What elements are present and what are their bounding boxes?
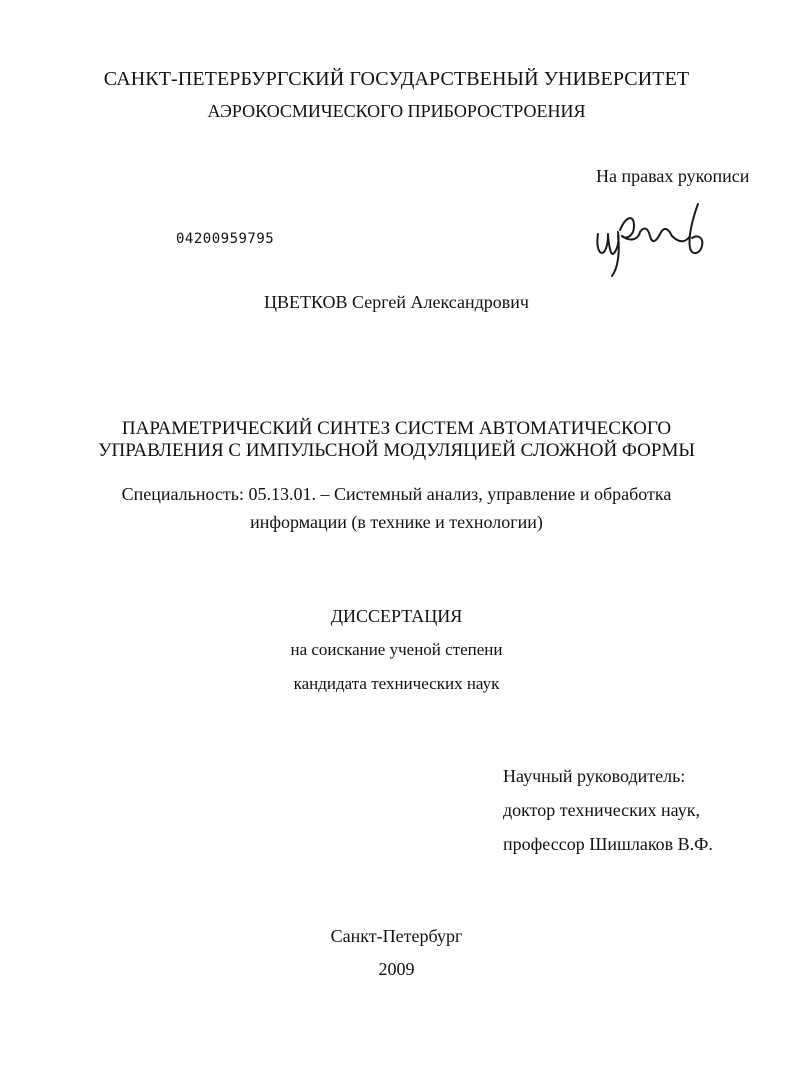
supervisor-heading: Научный руководитель:	[503, 766, 686, 786]
thesis-title-line1: ПАРАМЕТРИЧЕСКИЙ СИНТЕЗ СИСТЕМ АВТОМАТИЧЕСКОГО	[121, 418, 672, 439]
degree-purpose-line2: кандидата технических наук	[293, 674, 500, 693]
specialty-line2: информации (в технике и технологии)	[250, 512, 543, 532]
dissertation-label: ДИССЕРТАЦИЯ	[330, 606, 463, 626]
university-name-line2: АЭРОКОСМИЧЕСКОГО ПРИБОРОСТРОЕНИЯ	[207, 101, 586, 121]
manuscript-rights-note: На правах рукописи	[596, 166, 750, 186]
specialty-line1: Специальность: 05.13.01. – Системный анализ, управление и обработка	[121, 484, 672, 504]
handwritten-signature	[590, 196, 720, 284]
university-name-line1: САНКТ-ПЕТЕРБУРГСКИЙ ГОСУДАРСТВЕНЫЙ УНИВЕРСИТЕТ	[103, 68, 690, 90]
city: Санкт-Петербург	[330, 926, 463, 946]
author-name: ЦВЕТКОВ Сергей Александрович	[264, 292, 529, 312]
signature-strokes	[597, 204, 702, 276]
thesis-title-line2: УПРАВЛЕНИЯ С ИМПУЛЬСНОЙ МОДУЛЯЦИЕЙ СЛОЖНОЙ ФОРМЫ	[98, 440, 695, 461]
supervisor-degree: доктор технических наук,	[503, 800, 700, 820]
document-code: 04200959795	[176, 231, 275, 247]
supervisor-name: профессор Шишлаков В.Ф.	[503, 834, 713, 854]
year: 2009	[378, 959, 415, 979]
degree-purpose-line1: на соискание ученой степени	[290, 640, 503, 659]
